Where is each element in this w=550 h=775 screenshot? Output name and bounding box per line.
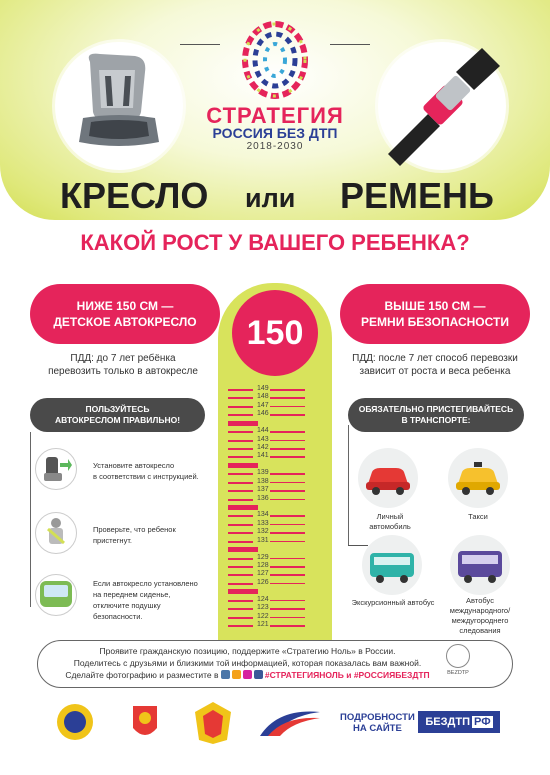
install-seat-icon bbox=[36, 449, 76, 489]
tour-bus-icon bbox=[362, 535, 422, 595]
ruler-major-tick bbox=[228, 463, 258, 468]
coach-label-line: следования bbox=[459, 626, 501, 636]
ruler-tick-label: 122 bbox=[257, 612, 269, 620]
ruler-major-tick bbox=[228, 421, 258, 426]
left-rule-line1: ПДД: до 7 лет ребёнка bbox=[70, 353, 176, 364]
ruler-line bbox=[270, 448, 305, 450]
rsa-logo-icon bbox=[258, 706, 323, 740]
ruler-tick bbox=[228, 482, 253, 484]
ruler-line bbox=[270, 397, 305, 399]
logo-subtitle: РОССИЯ БЕЗ ДТП bbox=[212, 125, 338, 141]
more-info-line2: НА САЙТЕ bbox=[352, 723, 402, 735]
ruler-tick-label: 136 bbox=[257, 494, 269, 502]
taxi-image bbox=[448, 448, 508, 508]
ruler-tick bbox=[228, 389, 253, 391]
right-box-line2: В ТРАНСПОРТЕ: bbox=[401, 415, 471, 425]
buckled-child-icon bbox=[36, 513, 76, 553]
more-info-text bbox=[340, 712, 415, 735]
coach-label-line: междугороднего bbox=[451, 616, 509, 626]
coach-label-line: Автобус bbox=[466, 596, 494, 605]
step-install-text bbox=[93, 461, 203, 483]
ruler-tick bbox=[228, 490, 253, 492]
ruler-tick-label: 149 bbox=[257, 385, 269, 392]
ruler-tick-label: 131 bbox=[257, 536, 269, 544]
ruler-tick-label: 138 bbox=[257, 477, 269, 485]
strategy-logo bbox=[225, 20, 325, 100]
coach-label bbox=[445, 596, 515, 637]
ruler-major-tick bbox=[228, 547, 258, 552]
ruler-line bbox=[270, 515, 305, 517]
ruler-tick-label: 134 bbox=[257, 511, 269, 519]
ruler-line bbox=[270, 431, 305, 433]
footer-line3 bbox=[55, 670, 440, 680]
coach-image bbox=[450, 535, 510, 595]
tour-bus-label: Экскурсионный автобус bbox=[351, 598, 435, 607]
step-airbag-image bbox=[35, 574, 77, 616]
ministry-emblem-2 bbox=[125, 700, 165, 746]
instagram-handle: BEZDTP bbox=[447, 670, 469, 676]
facebook-icon[interactable] bbox=[254, 670, 263, 679]
coach-bus-icon bbox=[450, 535, 510, 595]
right-rule-line2: зависит от роста и веса ребенка bbox=[359, 366, 511, 377]
ruler-tick bbox=[228, 524, 253, 526]
ruler-major-tick bbox=[228, 505, 258, 510]
ruler-line bbox=[270, 541, 305, 543]
headline-middle: или bbox=[245, 183, 296, 213]
ruler-tick-label: 142 bbox=[257, 444, 269, 451]
ruler-line bbox=[270, 473, 305, 475]
ruler-tick bbox=[228, 532, 253, 534]
rsa-logo bbox=[258, 706, 323, 740]
left-rule-line2: перевозить только в автокресле bbox=[48, 366, 198, 377]
right-pill-line2: РЕМНИ БЕЗОПАСНОСТИ bbox=[361, 315, 509, 329]
step-line: отключите подушку bbox=[93, 600, 161, 610]
ruler-line bbox=[270, 608, 305, 610]
ruler-tick-label: 146 bbox=[257, 410, 269, 418]
ruler-tick-label: 148 bbox=[257, 393, 269, 401]
ruler-tick bbox=[228, 608, 253, 610]
step-line: безопасности. bbox=[93, 611, 143, 621]
website-domain: РФ bbox=[474, 716, 491, 728]
ruler-tick bbox=[228, 406, 253, 408]
instagram-qr-icon[interactable] bbox=[446, 644, 470, 668]
step-line: пристегнут. bbox=[93, 535, 133, 545]
above-150-pill bbox=[340, 284, 530, 344]
ruler-line bbox=[270, 482, 305, 484]
ruler-tick-label: 141 bbox=[257, 452, 269, 460]
ok-icon[interactable] bbox=[232, 670, 241, 679]
ruler-tick bbox=[228, 600, 253, 602]
left-box-line1: ПОЛЬЗУЙТЕСЬ bbox=[85, 403, 150, 414]
steps-connector bbox=[30, 432, 31, 607]
ruler-line bbox=[270, 456, 305, 458]
right-rule-text bbox=[345, 352, 525, 378]
left-pill-line2: ДЕТСКОЕ АВТОКРЕСЛО bbox=[53, 315, 197, 329]
ruler-tick bbox=[228, 397, 253, 399]
ruler-tick-label: 133 bbox=[257, 519, 269, 527]
ruler-tick bbox=[228, 625, 253, 627]
ruler-tick bbox=[228, 574, 253, 576]
ruler-tick bbox=[228, 456, 253, 458]
ruler-tick-label: 128 bbox=[257, 562, 269, 569]
ruler-tick-label: 126 bbox=[257, 578, 269, 586]
step-buckled-text bbox=[93, 525, 203, 547]
left-pill-line1: НИЖЕ 150 СМ — bbox=[76, 298, 174, 313]
footer-line2: Поделитесь с друзьями и близкими той информацией, которая показалась вам важной. bbox=[73, 658, 422, 668]
ruler-line bbox=[270, 490, 305, 492]
ruler-tick-label: 137 bbox=[257, 486, 269, 494]
ruler-line bbox=[270, 499, 305, 501]
logo-line1: СТРАТЕГИЯ bbox=[206, 103, 344, 128]
height-question: КАКОЙ РОСТ У ВАШЕГО РЕБЕНКА? bbox=[80, 230, 470, 255]
ruler-line bbox=[270, 583, 305, 585]
headline-left: КРЕСЛО bbox=[60, 175, 209, 216]
ruler-tick bbox=[228, 473, 253, 475]
ruler-line bbox=[270, 524, 305, 526]
tour-bus-image bbox=[362, 535, 422, 595]
ruler-line bbox=[270, 389, 305, 391]
step-line: Проверьте, что ребенок bbox=[93, 525, 176, 534]
ruler-tick bbox=[228, 617, 253, 619]
taxi-label: Такси bbox=[468, 512, 488, 521]
ruler-tick-label: 132 bbox=[257, 528, 269, 536]
ruler-tick-label: 143 bbox=[257, 435, 269, 443]
connector-line bbox=[330, 44, 370, 45]
ruler-tick bbox=[228, 541, 253, 543]
left-box-line2: АВТОКРЕСЛОМ ПРАВИЛЬНО! bbox=[54, 415, 181, 425]
car-label: Личный автомобиль bbox=[369, 512, 411, 532]
ruler-line bbox=[270, 406, 305, 408]
ruler-tick bbox=[228, 583, 253, 585]
ruler-line bbox=[270, 600, 305, 602]
ruler-major-tick bbox=[228, 589, 258, 594]
connector-line bbox=[180, 44, 220, 45]
ruler-tick-label: 139 bbox=[257, 469, 269, 477]
ruler-line bbox=[270, 574, 305, 576]
footer-line1: Проявите гражданскую позицию, поддержите «Стратегию Ноль» в России. bbox=[99, 646, 396, 656]
ruler-line bbox=[270, 558, 305, 560]
ruler-tick bbox=[228, 414, 253, 416]
logo-years: 2018-2030 bbox=[246, 141, 304, 152]
right-rule-line1: ПДД: после 7 лет способ перевозки bbox=[352, 353, 518, 364]
step-line: на переднем сиденье, bbox=[93, 589, 171, 599]
ruler-tick bbox=[228, 431, 253, 433]
vk-icon[interactable] bbox=[221, 670, 230, 679]
ruler-line bbox=[270, 414, 305, 416]
coach-label-line: международного/ bbox=[449, 606, 511, 616]
ruler-tick bbox=[228, 515, 253, 517]
vehicles-connector bbox=[348, 425, 349, 545]
ruler-tick-label: 147 bbox=[257, 401, 269, 409]
ruler-tick-label: 127 bbox=[257, 570, 269, 578]
more-info-line1: ПОДРОБНОСТИ bbox=[340, 712, 415, 723]
ruler-tick-label: 121 bbox=[257, 621, 269, 628]
ruler-tick bbox=[228, 566, 253, 568]
zero-logo-icon bbox=[225, 20, 325, 100]
ruler-line bbox=[270, 566, 305, 568]
step-airbag-text bbox=[93, 579, 203, 623]
red-car-icon bbox=[358, 448, 418, 508]
headline-right: РЕМЕНЬ bbox=[340, 175, 494, 216]
use-seat-correctly-box bbox=[30, 398, 205, 432]
ruler-tick-label: 123 bbox=[257, 604, 269, 612]
ruler-tick bbox=[228, 499, 253, 501]
left-rule-text bbox=[38, 352, 208, 378]
right-box-line1: ОБЯЗАТЕЛЬНО ПРИСТЕГИВАЙТЕСЬ bbox=[358, 403, 514, 414]
step-buckled-image bbox=[35, 512, 77, 554]
police-badge-icon bbox=[193, 700, 233, 746]
instagram-icon[interactable] bbox=[243, 670, 252, 679]
step-install-image bbox=[35, 448, 77, 490]
ruler-tick-label: 129 bbox=[257, 553, 269, 561]
step-line: в соответствии с инструкцией. bbox=[93, 471, 199, 481]
buckle-up-box bbox=[348, 398, 524, 432]
ruler-tick-label: 144 bbox=[257, 427, 269, 435]
step-line: Установите автокресло bbox=[93, 461, 175, 470]
traffic-police-emblem bbox=[193, 700, 233, 746]
ruler-tick bbox=[228, 440, 253, 442]
ruler-tick bbox=[228, 558, 253, 560]
ministry-emblem-1 bbox=[55, 700, 95, 746]
below-150-pill bbox=[30, 284, 220, 344]
ruler-line bbox=[270, 617, 305, 619]
hashtags: #СТРАТЕГИЯНОЛЬ и #РОССИЯБЕЗДТП bbox=[264, 670, 430, 680]
footer-line3-prefix: Сделайте фотографию и разместите в bbox=[65, 670, 219, 680]
website-link[interactable] bbox=[418, 711, 500, 733]
ruler-line bbox=[270, 440, 305, 442]
step-line: Если автокресло установлено bbox=[93, 579, 198, 588]
ruler-tick-label: 124 bbox=[257, 595, 269, 603]
website-name: БЕЗДТП bbox=[425, 716, 470, 728]
coat-of-arms-icon bbox=[125, 700, 165, 746]
car-front-icon bbox=[36, 575, 76, 615]
ruler-line bbox=[270, 532, 305, 534]
ruler-top-value: 150 bbox=[232, 290, 318, 376]
ruler-tick bbox=[228, 448, 253, 450]
taxi-icon bbox=[448, 448, 508, 508]
eagle-emblem-icon bbox=[55, 700, 95, 746]
ruler-line bbox=[270, 625, 305, 627]
right-pill-line1: ВЫШЕ 150 СМ — bbox=[384, 298, 486, 313]
car-image bbox=[358, 448, 418, 508]
